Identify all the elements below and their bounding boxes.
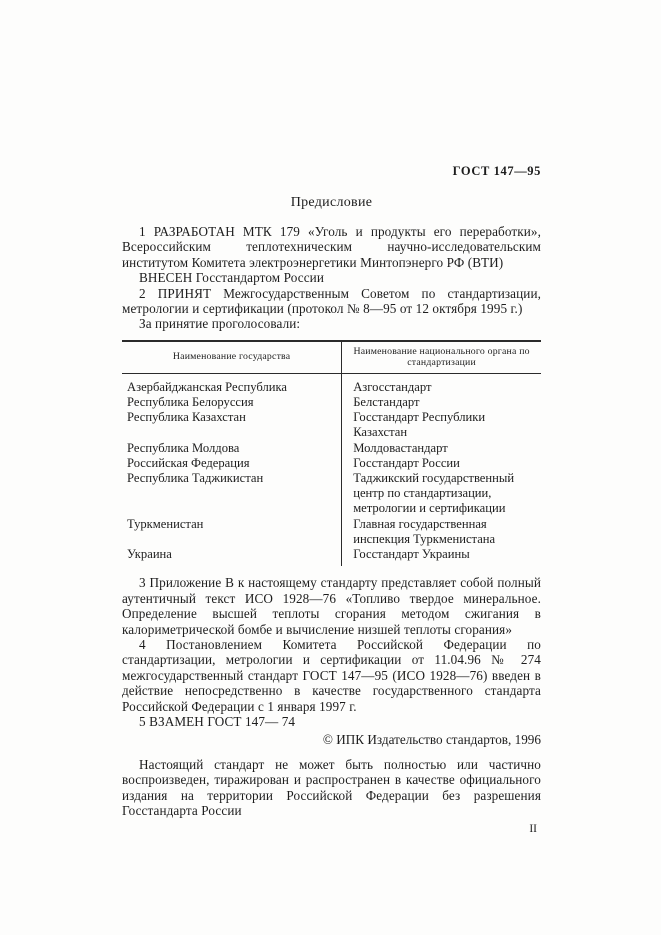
- state-name-cell: Туркменистан: [122, 517, 342, 547]
- vote-table: [122, 340, 541, 566]
- paragraph-annex: 3 Приложение В к настоящему стандарту представляет собой полный аутентичный текст ИСО 1928—76 «Топливо твердое минеральное. Определение высшей теплоты сгорания методом сжигания в калориметрической бомбе и вычисление низшей теплоты сгорания»: [122, 575, 541, 637]
- paragraph-developed: 1 РАЗРАБОТАН МТК 179 «Уголь и продукты его переработки», Всероссийским теплотехническим научно-исследовательским институтом Комитета электроэнергетики Минтопэнерго РФ (ВТИ): [122, 224, 541, 270]
- table-row: [122, 471, 541, 517]
- page-number: II: [529, 823, 537, 836]
- state-name-cell: Российская Федерация: [122, 456, 342, 471]
- table-row: [122, 441, 541, 456]
- state-name-cell: Республика Казахстан: [122, 410, 342, 440]
- state-name-cell: Республика Молдова: [122, 441, 342, 456]
- agency-name-cell: Госстандарт России: [353, 455, 460, 470]
- agency-name-cell: Молдовастандарт: [353, 440, 448, 455]
- paragraph-replaces: 5 ВЗАМЕН ГОСТ 147— 74: [139, 713, 296, 729]
- agency-name-cell: Азгосстандарт: [353, 379, 432, 394]
- state-name-cell: Азербайджанская Республика: [122, 373, 342, 395]
- state-name-cell: Республика Таджикистан: [122, 471, 342, 517]
- table-row: [122, 373, 541, 395]
- table-row: [122, 517, 541, 547]
- document-code: ГОСТ 147—95: [452, 164, 541, 178]
- agency-name-cell: Белстандарт: [353, 395, 420, 410]
- paragraph-reproduction-notice: Настоящий стандарт не может быть полностью или частично воспроизведен, тиражирован и распространен в качестве официального издания на территории Российской Федерации без разрешения Госстандарта России: [122, 756, 541, 818]
- paragraph-submitted: ВНЕСЕН Госстандартом России: [139, 270, 324, 286]
- table-row: [122, 456, 541, 471]
- page-title: Предисловие: [290, 195, 373, 210]
- paragraph-vote-intro: За принятие проголосовали:: [139, 316, 301, 332]
- vote-table-body: [122, 373, 541, 566]
- table-header-row: [122, 341, 541, 374]
- agency-name-cell: Госстандарт Украины: [353, 547, 470, 562]
- paragraph-adopted: 2 ПРИНЯТ Межгосударственным Советом по стандартизации, метрологии и сертификации (протокол № 8—95 от 12 октября 1995 г.): [122, 285, 541, 317]
- page-content: [122, 164, 541, 836]
- table-row: [122, 395, 541, 410]
- column-header-agency: Наименование национального органа по стандартизации: [342, 341, 541, 374]
- copyright-line: © ИПК Издательство стандартов, 1996: [322, 732, 541, 748]
- agency-name-cell: Главная государственная инспекция Туркменистана: [353, 516, 496, 546]
- column-header-state: Наименование государства: [122, 341, 342, 374]
- agency-name-cell: Госстандарт Республики Казахстан: [353, 410, 486, 440]
- table-row: [122, 547, 541, 566]
- agency-name-cell: Таджикский государственный центр по стандартизации, метрологии и сертификации: [353, 471, 515, 516]
- state-name-cell: Украина: [122, 547, 342, 566]
- vote-table-header: [122, 341, 541, 374]
- table-row: [122, 410, 541, 440]
- paragraph-decree: 4 Постановлением Комитета Российской Федерации по стандартизации, метрологии и сертификации от 11.04.96 № 274 межгосударственный стандарт ГОСТ 147—95 (ИСО 1928—76) введен в действие непосредственно в качестве государственного стандарта Российской Федерации с 1 января 1997 г.: [122, 636, 541, 714]
- state-name-cell: Республика Белоруссия: [122, 395, 342, 410]
